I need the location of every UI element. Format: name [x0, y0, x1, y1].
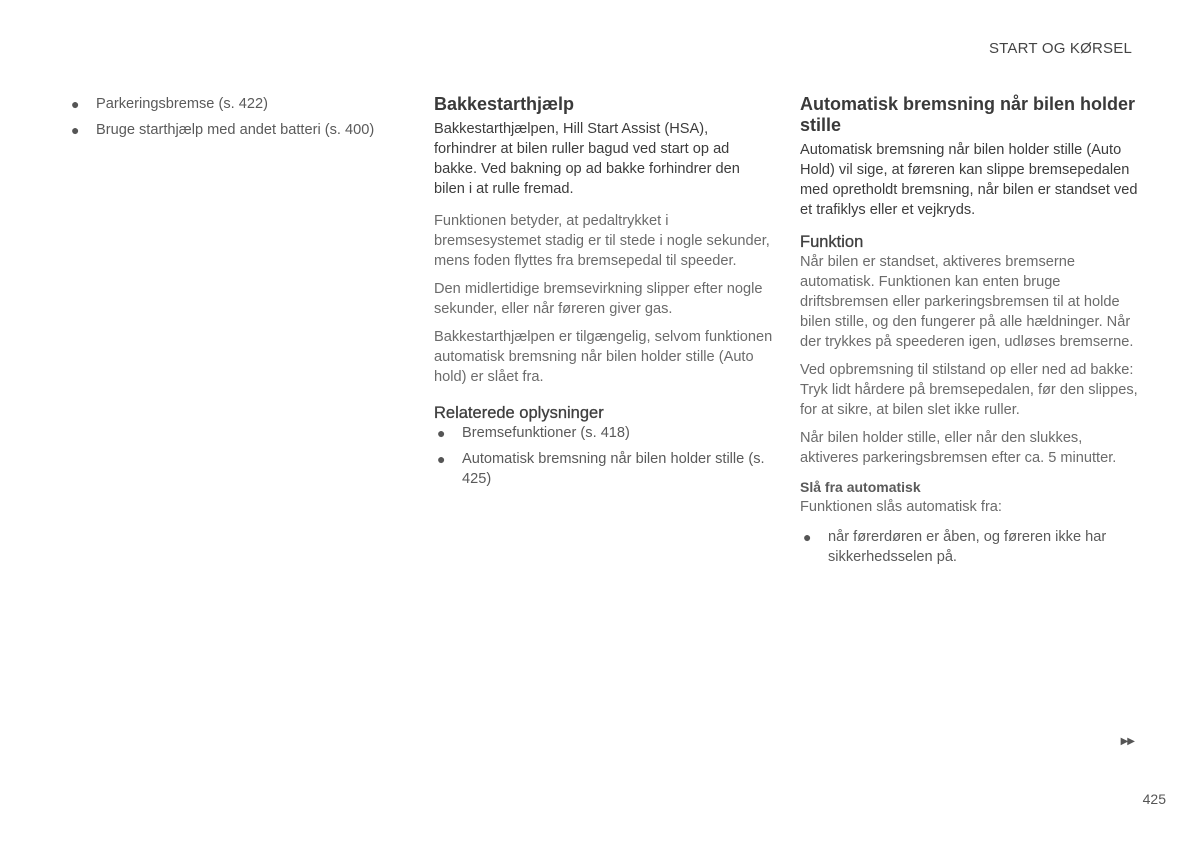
- middle-column: [434, 94, 774, 495]
- body-paragraph: Ved opbremsning til stilstand op eller ned ad bakke: Tryk lidt hårdere på bremsepedalen, før den slippes, for at sikre, at bilen slet ikke ruller.: [800, 362, 1138, 418]
- bullet-icon: ●: [803, 529, 812, 545]
- body-paragraph: Når bilen er standset, aktiveres bremserne automatisk. Funktionen kan enten bruge driftsbremsen eller parkeringsbremsen til at holde bilen stille, og den fungerer på alle hældninger. Når der trykkes på speederen igen, udløses bremserne.: [800, 254, 1134, 350]
- list-item[interactable]: [434, 423, 774, 443]
- section-header: START OG KØRSEL: [988, 40, 1132, 57]
- list-item[interactable]: [434, 449, 774, 489]
- list-item-text: Bruge starthjælp med andet batteri (s. 400): [96, 122, 375, 138]
- list-item: [800, 527, 1140, 567]
- body-paragraph: Funktionen betyder, at pedaltrykket i bremsesystemet stadig er til stede i nogle sekunder, mens foden flyttes fra bremsepedal til speeder.: [434, 213, 770, 269]
- right-column: [800, 94, 1140, 573]
- bullet-icon: ●: [437, 451, 446, 467]
- lead-paragraph: Automatisk bremsning når bilen holder stille (Auto Hold) vil sige, at føreren kan slippe bremsepedalen med opretholdt bremsning, når bilen er standset ved et trafiklys eller et vejkryds.: [800, 142, 1138, 218]
- continue-arrows-icon: ▶▶: [1120, 736, 1134, 747]
- list-item-text: Parkeringsbremse (s. 422): [96, 96, 268, 112]
- page-number: 425: [1142, 791, 1166, 807]
- body-paragraph: Når bilen holder stille, eller når den slukkes, aktiveres parkeringsbremsen efter ca. 5 minutter.: [800, 430, 1117, 466]
- lead-paragraph: Bakkestarthjælpen, Hill Start Assist (HSA), forhindrer at bilen ruller bagud ved start op ad bakke. Ved bakning op ad bakke forhindrer den bilen i at rulle fremad.: [434, 121, 740, 197]
- related-info-list: [434, 423, 774, 489]
- section-heading: Bakkestarthjælp: [434, 94, 575, 114]
- bullet-icon: ●: [437, 425, 446, 441]
- related-info-heading: Relaterede oplysninger: [434, 404, 604, 422]
- list-item-text: Automatisk bremsning når bilen holder stille (s. 425): [462, 451, 765, 487]
- bullet-icon: ●: [71, 96, 80, 112]
- function-heading: Funktion: [800, 233, 864, 251]
- auto-off-list: [800, 527, 1140, 567]
- list-item[interactable]: [68, 120, 408, 140]
- left-column: [68, 94, 408, 146]
- bullet-icon: ●: [71, 122, 80, 138]
- reference-list: [68, 94, 408, 140]
- body-paragraph: Bakkestarthjælpen er tilgængelig, selvom funktionen automatisk bremsning når bilen holder stille (Auto hold) er slået fra.: [434, 329, 773, 385]
- list-item-text: når førerdøren er åben, og føreren ikke har sikkerhedsselen på.: [828, 529, 1107, 565]
- list-item[interactable]: [68, 94, 408, 114]
- section-heading: Automatisk bremsning når bilen holder stille: [800, 94, 1136, 135]
- body-paragraph: Funktionen slås automatisk fra:: [800, 499, 1002, 515]
- auto-off-heading: Slå fra automatisk: [800, 479, 921, 495]
- list-item-text: Bremsefunktioner (s. 418): [462, 425, 630, 441]
- body-paragraph: Den midlertidige bremsevirkning slipper efter nogle sekunder, eller når føreren giver gas.: [434, 281, 763, 317]
